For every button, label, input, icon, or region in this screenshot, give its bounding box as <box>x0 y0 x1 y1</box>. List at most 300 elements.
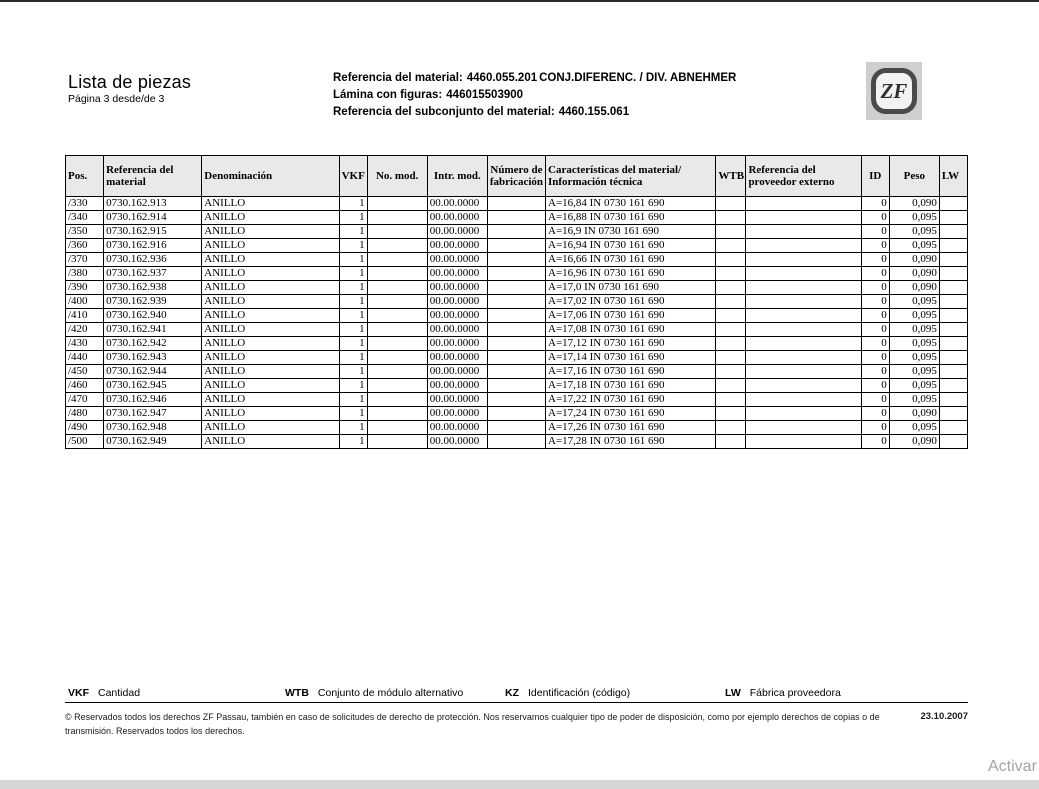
cell-wtb <box>716 267 746 281</box>
table-row <box>66 253 968 267</box>
cell-pos: /340 <box>66 211 104 225</box>
cell-vkf: 1 <box>339 435 367 449</box>
cell-intr: 00.00.0000 <box>427 267 487 281</box>
cell-pos: /380 <box>66 267 104 281</box>
cell-nomod <box>367 323 427 337</box>
cell-id: 0 <box>861 379 889 393</box>
material-ref-desc: CONJ.DIFERENC. / DIV. ABNEHMER <box>539 72 737 84</box>
cell-char: A=16,66 IN 0730 161 690 <box>546 253 716 267</box>
cell-intr: 00.00.0000 <box>427 393 487 407</box>
cell-char: A=17,02 IN 0730 161 690 <box>546 295 716 309</box>
cell-num <box>487 295 545 309</box>
subassembly-label: Referencia del subconjunto del material: <box>333 106 555 118</box>
cell-pos: /420 <box>66 323 104 337</box>
cell-den: ANILLO <box>202 211 339 225</box>
cell-prov <box>746 393 861 407</box>
parts-table <box>65 155 968 449</box>
material-reference-block <box>333 70 736 121</box>
cell-peso: 0,090 <box>889 281 939 295</box>
cell-lw <box>939 365 967 379</box>
legend-item-lw <box>725 687 841 699</box>
cell-num <box>487 197 545 211</box>
copyright-notice <box>65 710 968 738</box>
cell-num <box>487 211 545 225</box>
cell-id: 0 <box>861 197 889 211</box>
cell-vkf: 1 <box>339 351 367 365</box>
cell-wtb <box>716 337 746 351</box>
cell-vkf: 1 <box>339 211 367 225</box>
material-ref-label: Referencia del material: <box>333 72 463 84</box>
cell-intr: 00.00.0000 <box>427 295 487 309</box>
cell-char: A=17,24 IN 0730 161 690 <box>546 407 716 421</box>
cell-wtb <box>716 197 746 211</box>
legend-item-wtb <box>285 687 463 699</box>
cell-nomod <box>367 211 427 225</box>
figure-sheet-label: Lámina con figuras: <box>333 89 443 101</box>
cell-den: ANILLO <box>202 407 339 421</box>
cell-num <box>487 253 545 267</box>
cell-nomod <box>367 421 427 435</box>
cell-den: ANILLO <box>202 337 339 351</box>
cell-char: A=17,0 IN 0730 161 690 <box>546 281 716 295</box>
cell-den: ANILLO <box>202 421 339 435</box>
col-header-id: ID <box>861 156 889 197</box>
cell-prov <box>746 211 861 225</box>
legend-label-wtb: Conjunto de módulo alternativo <box>317 687 464 699</box>
cell-pos: /460 <box>66 379 104 393</box>
legend-key-kz: KZ <box>505 687 519 699</box>
cell-prov <box>746 295 861 309</box>
cell-ref: 0730.162.915 <box>104 225 202 239</box>
cell-den: ANILLO <box>202 197 339 211</box>
cell-char: A=16,96 IN 0730 161 690 <box>546 267 716 281</box>
cell-num <box>487 267 545 281</box>
cell-prov <box>746 267 861 281</box>
cell-vkf: 1 <box>339 421 367 435</box>
cell-prov <box>746 281 861 295</box>
page-title: Lista de piezas <box>68 72 192 92</box>
cell-wtb <box>716 435 746 449</box>
table-row <box>66 323 968 337</box>
cell-lw <box>939 351 967 365</box>
col-header-denomination: Denominación <box>202 156 339 197</box>
copyright-date: 23.10.2007 <box>920 711 968 722</box>
cell-nomod <box>367 309 427 323</box>
col-header-weight: Peso <box>889 156 939 197</box>
cell-char: A=17,08 IN 0730 161 690 <box>546 323 716 337</box>
cell-intr: 00.00.0000 <box>427 337 487 351</box>
table-row <box>66 407 968 421</box>
cell-char: A=17,26 IN 0730 161 690 <box>546 421 716 435</box>
cell-nomod <box>367 225 427 239</box>
cell-den: ANILLO <box>202 393 339 407</box>
cell-pos: /370 <box>66 253 104 267</box>
cell-id: 0 <box>861 407 889 421</box>
cell-id: 0 <box>861 239 889 253</box>
cell-intr: 00.00.0000 <box>427 407 487 421</box>
cell-num <box>487 351 545 365</box>
cell-num <box>487 323 545 337</box>
cell-nomod <box>367 407 427 421</box>
cell-nomod <box>367 365 427 379</box>
cell-vkf: 1 <box>339 407 367 421</box>
cell-lw <box>939 435 967 449</box>
abbreviation-legend <box>65 687 968 703</box>
cell-wtb <box>716 295 746 309</box>
cell-ref: 0730.162.940 <box>104 309 202 323</box>
cell-id: 0 <box>861 225 889 239</box>
legend-label-lw: Fábrica proveedora <box>749 687 841 699</box>
cell-intr: 00.00.0000 <box>427 225 487 239</box>
cell-wtb <box>716 379 746 393</box>
cell-prov <box>746 253 861 267</box>
cell-ref: 0730.162.916 <box>104 239 202 253</box>
cell-vkf: 1 <box>339 267 367 281</box>
material-reference-line <box>333 70 736 87</box>
cell-prov <box>746 323 861 337</box>
table-row <box>66 337 968 351</box>
subassembly-value: 4460.155.061 <box>558 106 630 118</box>
parts-table-body <box>66 197 968 449</box>
cell-lw <box>939 393 967 407</box>
cell-id: 0 <box>861 435 889 449</box>
cell-ref: 0730.162.939 <box>104 295 202 309</box>
cell-id: 0 <box>861 421 889 435</box>
legend-key-wtb: WTB <box>285 687 309 699</box>
cell-lw <box>939 323 967 337</box>
cell-nomod <box>367 435 427 449</box>
cell-nomod <box>367 197 427 211</box>
activate-windows-watermark: Activar <box>988 758 1037 775</box>
figure-sheet-line <box>333 87 736 104</box>
col-header-lw: LW <box>939 156 967 197</box>
cell-wtb <box>716 407 746 421</box>
cell-wtb <box>716 239 746 253</box>
cell-peso: 0,095 <box>889 351 939 365</box>
table-row <box>66 281 968 295</box>
cell-pos: /350 <box>66 225 104 239</box>
cell-intr: 00.00.0000 <box>427 435 487 449</box>
cell-ref: 0730.162.946 <box>104 393 202 407</box>
cell-char: A=16,88 IN 0730 161 690 <box>546 211 716 225</box>
cell-num <box>487 337 545 351</box>
cell-char: A=17,18 IN 0730 161 690 <box>546 379 716 393</box>
cell-ref: 0730.162.913 <box>104 197 202 211</box>
cell-vkf: 1 <box>339 323 367 337</box>
cell-den: ANILLO <box>202 239 339 253</box>
cell-wtb <box>716 225 746 239</box>
cell-lw <box>939 337 967 351</box>
cell-nomod <box>367 295 427 309</box>
cell-ref: 0730.162.943 <box>104 351 202 365</box>
table-row <box>66 379 968 393</box>
cell-lw <box>939 309 967 323</box>
cell-den: ANILLO <box>202 225 339 239</box>
cell-pos: /330 <box>66 197 104 211</box>
cell-prov <box>746 435 861 449</box>
table-row <box>66 351 968 365</box>
cell-lw <box>939 211 967 225</box>
cell-intr: 00.00.0000 <box>427 323 487 337</box>
cell-nomod <box>367 337 427 351</box>
table-row <box>66 197 968 211</box>
cell-ref: 0730.162.942 <box>104 337 202 351</box>
cell-prov <box>746 407 861 421</box>
cell-den: ANILLO <box>202 365 339 379</box>
cell-pos: /440 <box>66 351 104 365</box>
cell-wtb <box>716 281 746 295</box>
cell-ref: 0730.162.948 <box>104 421 202 435</box>
cell-ref: 0730.162.937 <box>104 267 202 281</box>
legend-key-lw: LW <box>725 687 741 699</box>
cell-intr: 00.00.0000 <box>427 351 487 365</box>
cell-id: 0 <box>861 351 889 365</box>
cell-prov <box>746 365 861 379</box>
cell-intr: 00.00.0000 <box>427 365 487 379</box>
col-header-no-mod: No. mod. <box>367 156 427 197</box>
cell-peso: 0,095 <box>889 239 939 253</box>
table-row <box>66 309 968 323</box>
cell-num <box>487 309 545 323</box>
cell-num <box>487 365 545 379</box>
cell-id: 0 <box>861 323 889 337</box>
cell-vkf: 1 <box>339 365 367 379</box>
cell-wtb <box>716 365 746 379</box>
material-ref-value: 4460.055.201 <box>466 72 538 84</box>
cell-vkf: 1 <box>339 225 367 239</box>
cell-lw <box>939 407 967 421</box>
cell-den: ANILLO <box>202 267 339 281</box>
cell-prov <box>746 309 861 323</box>
cell-pos: /390 <box>66 281 104 295</box>
cell-num <box>487 281 545 295</box>
cell-peso: 0,095 <box>889 211 939 225</box>
cell-ref: 0730.162.914 <box>104 211 202 225</box>
page-number-info: Página 3 desde/de 3 <box>68 93 165 105</box>
col-header-pos: Pos. <box>66 156 104 197</box>
cell-wtb <box>716 309 746 323</box>
cell-num <box>487 421 545 435</box>
cell-pos: /470 <box>66 393 104 407</box>
table-row <box>66 393 968 407</box>
cell-pos: /410 <box>66 309 104 323</box>
table-row <box>66 239 968 253</box>
col-header-intr-mod: Intr. mod. <box>427 156 487 197</box>
cell-id: 0 <box>861 393 889 407</box>
legend-label-kz: Identificación (código) <box>528 687 631 699</box>
cell-intr: 00.00.0000 <box>427 309 487 323</box>
legend-key-vkf: VKF <box>68 687 89 699</box>
bottom-edge <box>0 780 1039 789</box>
cell-peso: 0,095 <box>889 309 939 323</box>
cell-char: A=16,94 IN 0730 161 690 <box>546 239 716 253</box>
cell-lw <box>939 239 967 253</box>
cell-id: 0 <box>861 211 889 225</box>
zf-logo <box>866 62 922 120</box>
cell-peso: 0,095 <box>889 323 939 337</box>
figure-sheet-value: 446015503900 <box>446 89 524 101</box>
cell-peso: 0,090 <box>889 407 939 421</box>
table-header-row <box>66 156 968 197</box>
cell-peso: 0,095 <box>889 225 939 239</box>
col-header-fabrication-number: Número de fabricación <box>487 156 545 197</box>
cell-vkf: 1 <box>339 337 367 351</box>
cell-intr: 00.00.0000 <box>427 197 487 211</box>
cell-nomod <box>367 253 427 267</box>
cell-char: A=16,84 IN 0730 161 690 <box>546 197 716 211</box>
cell-nomod <box>367 281 427 295</box>
cell-intr: 00.00.0000 <box>427 253 487 267</box>
cell-peso: 0,090 <box>889 197 939 211</box>
cell-intr: 00.00.0000 <box>427 421 487 435</box>
table-row <box>66 365 968 379</box>
cell-lw <box>939 225 967 239</box>
cell-prov <box>746 421 861 435</box>
cell-num <box>487 239 545 253</box>
cell-wtb <box>716 211 746 225</box>
cell-num <box>487 379 545 393</box>
cell-char: A=17,28 IN 0730 161 690 <box>546 435 716 449</box>
cell-wtb <box>716 393 746 407</box>
cell-pos: /430 <box>66 337 104 351</box>
cell-lw <box>939 295 967 309</box>
cell-num <box>487 407 545 421</box>
cell-pos: /450 <box>66 365 104 379</box>
cell-vkf: 1 <box>339 253 367 267</box>
cell-wtb <box>716 421 746 435</box>
cell-peso: 0,095 <box>889 365 939 379</box>
cell-lw <box>939 267 967 281</box>
legend-label-vkf: Cantidad <box>98 687 141 699</box>
cell-char: A=17,16 IN 0730 161 690 <box>546 365 716 379</box>
cell-id: 0 <box>861 337 889 351</box>
cell-den: ANILLO <box>202 309 339 323</box>
cell-pos: /480 <box>66 407 104 421</box>
cell-id: 0 <box>861 281 889 295</box>
cell-char: A=17,22 IN 0730 161 690 <box>546 393 716 407</box>
table-row <box>66 225 968 239</box>
cell-wtb <box>716 253 746 267</box>
cell-prov <box>746 337 861 351</box>
cell-pos: /400 <box>66 295 104 309</box>
cell-id: 0 <box>861 253 889 267</box>
cell-nomod <box>367 239 427 253</box>
cell-ref: 0730.162.945 <box>104 379 202 393</box>
cell-intr: 00.00.0000 <box>427 379 487 393</box>
cell-den: ANILLO <box>202 281 339 295</box>
cell-char: A=17,14 IN 0730 161 690 <box>546 351 716 365</box>
cell-prov <box>746 379 861 393</box>
cell-pos: /360 <box>66 239 104 253</box>
table-row <box>66 267 968 281</box>
cell-den: ANILLO <box>202 351 339 365</box>
cell-prov <box>746 239 861 253</box>
cell-peso: 0,095 <box>889 295 939 309</box>
cell-peso: 0,095 <box>889 379 939 393</box>
table-row <box>66 421 968 435</box>
cell-vkf: 1 <box>339 309 367 323</box>
cell-vkf: 1 <box>339 197 367 211</box>
cell-intr: 00.00.0000 <box>427 281 487 295</box>
cell-wtb <box>716 323 746 337</box>
window-top-edge <box>0 0 1039 2</box>
table-row <box>66 295 968 309</box>
cell-peso: 0,095 <box>889 337 939 351</box>
cell-id: 0 <box>861 295 889 309</box>
cell-pos: /500 <box>66 435 104 449</box>
cell-lw <box>939 379 967 393</box>
cell-peso: 0,095 <box>889 421 939 435</box>
cell-ref: 0730.162.938 <box>104 281 202 295</box>
cell-nomod <box>367 351 427 365</box>
cell-vkf: 1 <box>339 379 367 393</box>
col-header-material-ref: Referencia del material <box>104 156 202 197</box>
cell-ref: 0730.162.947 <box>104 407 202 421</box>
col-header-wtb: WTB <box>716 156 746 197</box>
table-row <box>66 435 968 449</box>
cell-vkf: 1 <box>339 295 367 309</box>
cell-vkf: 1 <box>339 239 367 253</box>
legend-item-vkf <box>68 687 140 699</box>
cell-lw <box>939 281 967 295</box>
cell-prov <box>746 351 861 365</box>
cell-num <box>487 225 545 239</box>
cell-vkf: 1 <box>339 281 367 295</box>
cell-id: 0 <box>861 309 889 323</box>
col-header-characteristics: Características del material/ Información técnica <box>546 156 716 197</box>
cell-nomod <box>367 379 427 393</box>
cell-id: 0 <box>861 267 889 281</box>
cell-lw <box>939 197 967 211</box>
cell-peso: 0,095 <box>889 393 939 407</box>
cell-peso: 0,090 <box>889 253 939 267</box>
col-header-external-supplier-ref: Referencia del proveedor externo <box>746 156 861 197</box>
cell-den: ANILLO <box>202 323 339 337</box>
subassembly-line <box>333 104 736 121</box>
cell-num <box>487 435 545 449</box>
cell-den: ANILLO <box>202 295 339 309</box>
col-header-vkf: VKF <box>339 156 367 197</box>
cell-intr: 00.00.0000 <box>427 239 487 253</box>
cell-prov <box>746 225 861 239</box>
cell-den: ANILLO <box>202 379 339 393</box>
cell-nomod <box>367 267 427 281</box>
cell-pos: /490 <box>66 421 104 435</box>
cell-intr: 00.00.0000 <box>427 211 487 225</box>
cell-den: ANILLO <box>202 435 339 449</box>
cell-ref: 0730.162.944 <box>104 365 202 379</box>
cell-prov <box>746 197 861 211</box>
cell-vkf: 1 <box>339 393 367 407</box>
zf-logo-mark: ZF <box>871 68 917 114</box>
cell-ref: 0730.162.941 <box>104 323 202 337</box>
cell-lw <box>939 253 967 267</box>
cell-den: ANILLO <box>202 253 339 267</box>
copyright-text: © Reservados todos los derechos ZF Passau, también en caso de solicitudes de derecho de protección. Nos reservamos cualquier tipo de poder de disposición, como por ejemplo derechos de copias o de transmisión. Reservados todos los derechos. <box>65 712 880 736</box>
cell-num <box>487 393 545 407</box>
cell-peso: 0,090 <box>889 435 939 449</box>
cell-nomod <box>367 393 427 407</box>
cell-ref: 0730.162.949 <box>104 435 202 449</box>
cell-lw <box>939 421 967 435</box>
table-row <box>66 211 968 225</box>
cell-wtb <box>716 351 746 365</box>
legend-item-kz <box>505 687 630 699</box>
cell-char: A=17,12 IN 0730 161 690 <box>546 337 716 351</box>
cell-peso: 0,090 <box>889 267 939 281</box>
cell-ref: 0730.162.936 <box>104 253 202 267</box>
cell-char: A=17,06 IN 0730 161 690 <box>546 309 716 323</box>
